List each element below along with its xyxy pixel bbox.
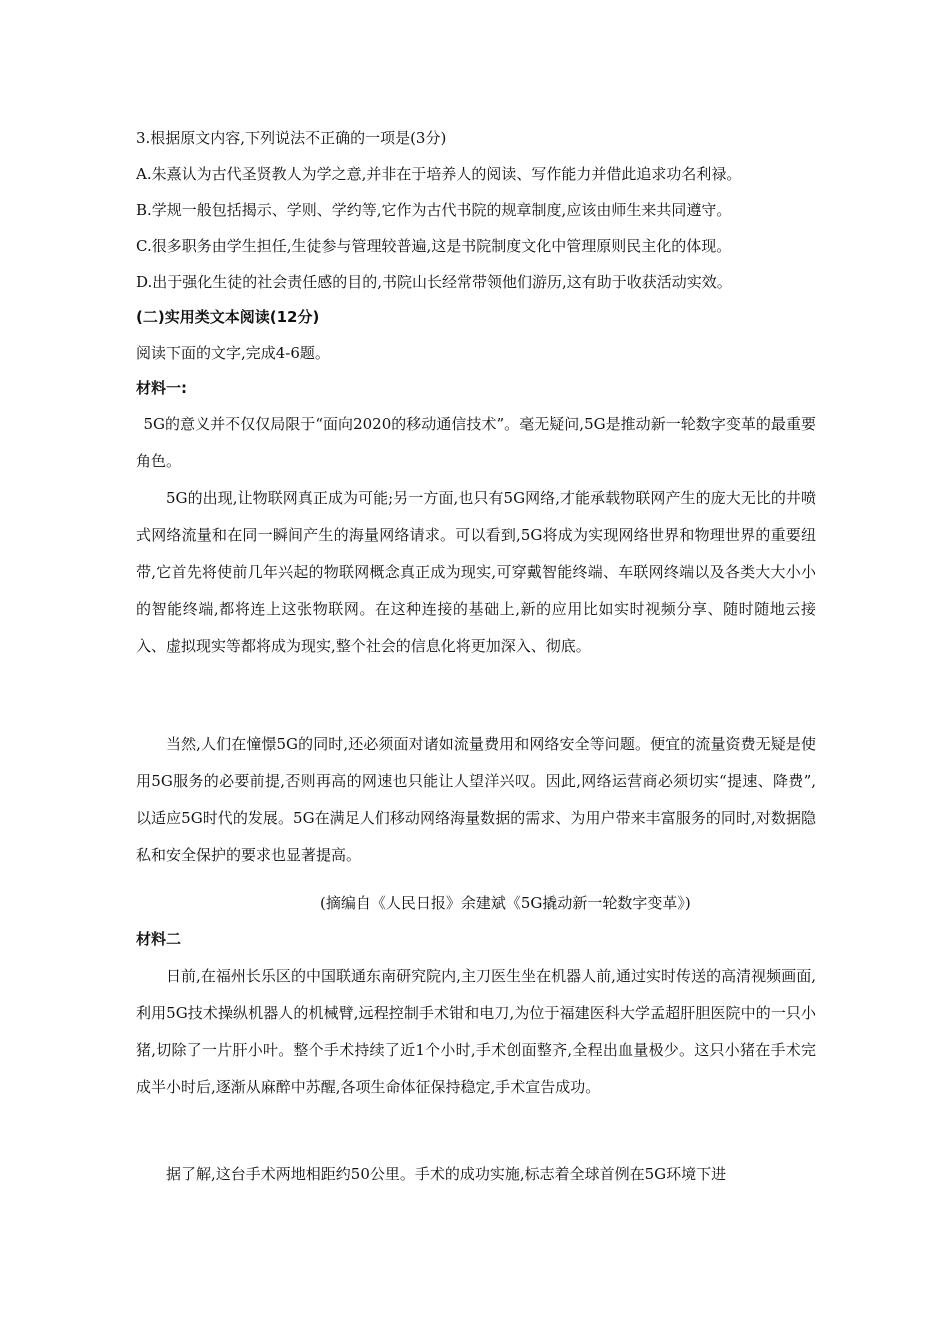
material-1-paragraph: 5G的出现,让物联网真正成为可能;另一方面,也只有5G网络,才能承载物联网产生的庞大无比的井喷式网络流量和在同一瞬间产生的海量网络请求。可以看到,5G将成为实现网络世界和物理世界的重要纽带,它首先将使前几年兴起的物联网概念真正成为现实,可穿戴智能终端、车联网终端以及各类大大小小的智能终端,都将连上这张物联网。在这种连接的基础上,新的应用比如实时视频分享、随时随地云接入、虚拟现实等都将成为现实,整个社会的信息化将更加深入、彻底。 (136, 489, 816, 655)
section-heading: (二)实用类文本阅读(12分) (136, 308, 320, 326)
material-2-paragraph: 据了解,这台手术两地相距约50公里。手术的成功实施,标志着全球首例在5G环境下进 (166, 1165, 727, 1183)
material-1-paragraph: 当然,人们在憧憬5G的同时,还必须面对诸如流量费用和网络安全等问题。便宜的流量资费无疑是使用5G服务的必要前提,否则再高的网速也只能让人望洋兴叹。因此,网络运营商必须切实“提速、降费”,以适应5G时代的发展。5G在满足人们移动网络海量数据的需求、为用户带来丰富服务的同时,对数据隐私和安全保护的要求也显著提高。 (136, 735, 816, 864)
question-3-option-b: B.学规一般包括揭示、学则、学约等,它作为古代书院的规章制度,应该由师生来共同遵守。 (136, 201, 732, 219)
material-2-title: 材料二 (136, 930, 182, 948)
material-2-paragraph: 日前,在福州长乐区的中国联通东南研究院内,主刀医生坐在机器人前,通过实时传送的高清视频画面,利用5G技术操纵机器人的机械臂,远程控制手术钳和电刀,为位于福建医科大学孟超肝胆医院中的一只小猪,切除了一片肝小叶。整个手术持续了近1个小时,手术创面整齐,全程出血量极少。这只小猪在手术完成半小时后,逐渐从麻醉中苏醒,各项生命体征保持稳定,手术宣告成功。 (136, 967, 816, 1096)
material-1-source: (摘编自《人民日报》余建斌《5G撬动新一轮数字变革》) (320, 894, 691, 912)
material-1-title: 材料一: (136, 379, 187, 397)
reading-instruction: 阅读下面的文字,完成4-6题。 (136, 344, 330, 362)
question-3-option-c: C.很多职务由学生担任,生徒参与管理较普遍,这是书院制度文化中管理原则民主化的体现。 (136, 237, 732, 255)
material-1-paragraph: 5G的意义并不仅仅局限于“面向2020的移动通信技术”。毫无疑问,5G是推动新一轮数字变革的最重要角色。 (136, 415, 816, 470)
question-3-option-d: D.出于强化生徒的社会责任感的目的,书院山长经常带领他们游历,这有助于收获活动实效。 (136, 273, 732, 291)
question-3-option-a: A.朱熹认为古代圣贤教人为学之意,并非在于培养人的阅读、写作能力并借此追求功名利禄。 (136, 165, 742, 183)
question-3-stem: 3.根据原文内容,下列说法不正确的一项是(3分) (136, 129, 447, 147)
